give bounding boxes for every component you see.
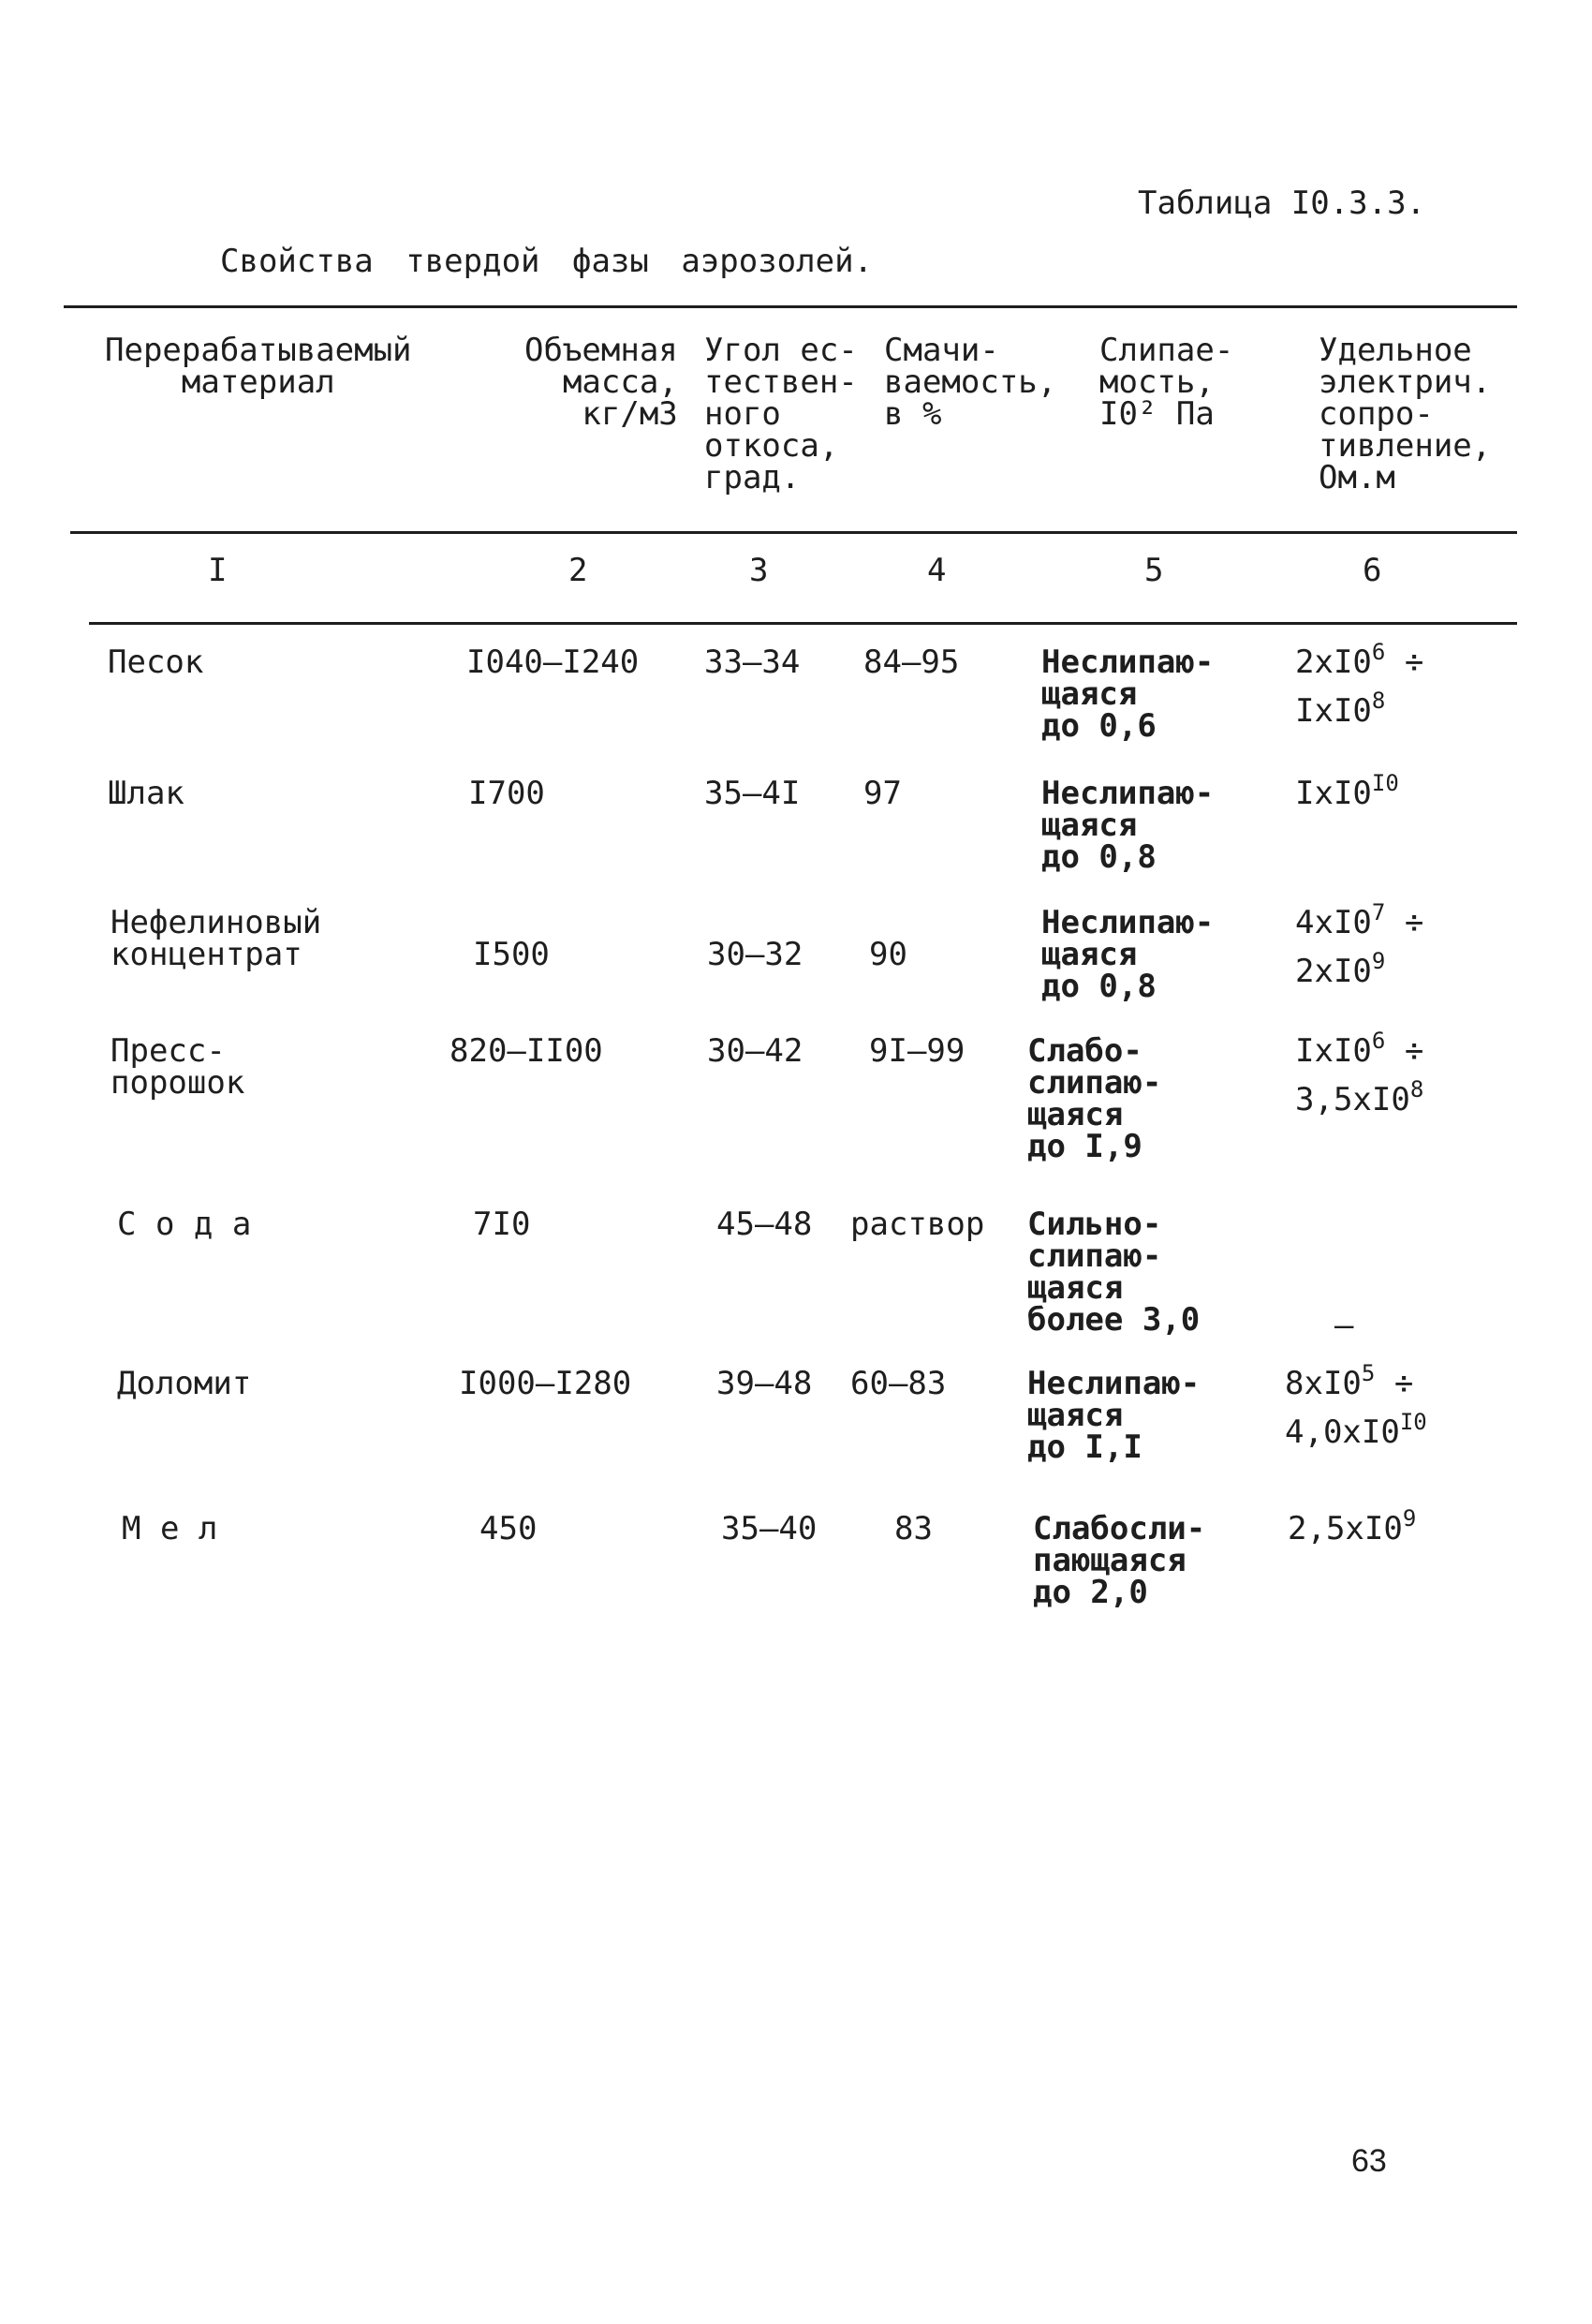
cell-resistivity [1295,639,1424,681]
cell-stickiness: Слабо- слипаю- щаяся до I,9 [1027,1032,1162,1165]
header-stickiness-text: Слипае- мость, I0² Па [1099,332,1234,433]
col-number-6: 6 [1363,552,1382,589]
resistivity-exponent: 8 [1409,1076,1424,1103]
cell-density: I040–I240 [466,644,640,681]
cell-material: Песок [108,644,204,681]
cell-density: I700 [468,775,545,812]
cell-wettability: 84–95 [863,644,960,681]
cell-wettability: 9I–99 [869,1032,966,1070]
cell-resistivity [1295,948,1386,990]
col-number-4: 4 [927,552,947,589]
cell-material: Шлак [108,775,184,812]
cell-stickiness: Неслипаю- щаяся до 0,8 [1041,775,1215,876]
cell-resistivity: – [1334,1307,1354,1344]
cell-stickiness: Сильно- слипаю- щаяся более 3,0 [1027,1206,1201,1339]
rule-header-bottom [70,531,1517,534]
resistivity-mantissa: 4,0xI0 [1285,1414,1400,1451]
col-number-1: I [208,552,228,589]
header-density: Объемная масса, кг/м3 [524,332,678,433]
cell-angle: 33–34 [704,644,801,681]
cell-wettability: 83 [894,1510,933,1547]
resistivity-exponent: 6 [1371,1028,1386,1054]
cell-resistivity [1285,1360,1414,1402]
cell-material: Нефелиновый концентрат [111,904,322,973]
cell-resistivity [1295,1076,1424,1118]
cell-resistivity [1295,770,1399,812]
header-angle: Угол ес- тествен- ного откоса, град. [704,332,858,496]
resistivity-mantissa: 2,5xI0 [1288,1510,1403,1547]
header-stickiness [1099,332,1234,433]
header-resistivity: Удельное электрич. сопро- тивление, Ом.м [1319,332,1492,496]
col-number-3: 3 [749,552,769,589]
resistivity-exponent: 9 [1402,1505,1417,1532]
cell-material: С о д а [117,1206,252,1243]
cell-stickiness: Неслипаю- щаяся до I,I [1027,1365,1201,1466]
cell-material: М е л [122,1510,218,1547]
resistivity-exponent: 5 [1361,1360,1376,1386]
cell-angle: 35–40 [721,1510,818,1547]
cell-angle: 35–4I [704,775,801,812]
col-number-5: 5 [1144,552,1164,589]
cell-stickiness: Слабосли- пающаяся до 2,0 [1033,1510,1206,1611]
header-material: Перерабатываемый материал [105,332,412,401]
cell-resistivity [1295,1028,1424,1070]
cell-resistivity [1295,899,1424,941]
cell-angle: 30–42 [707,1032,803,1070]
cell-material: Пресс- порошок [111,1032,245,1102]
cell-wettability: 60–83 [850,1365,947,1402]
cell-stickiness: Неслипаю- щаяся до 0,6 [1041,644,1215,745]
cell-angle: 45–48 [716,1206,813,1243]
table-title: Свойства твердой фазы аэрозолей. [220,243,874,280]
cell-wettability: раствор [850,1206,985,1243]
resistivity-suffix: ÷ [1385,1032,1424,1070]
resistivity-mantissa: IxI0 [1295,775,1372,812]
resistivity-exponent: 9 [1371,948,1386,974]
resistivity-exponent: I0 [1399,1409,1427,1435]
cell-density: 820–II00 [450,1032,603,1070]
cell-density: I000–I280 [459,1365,632,1402]
resistivity-suffix: ÷ [1385,644,1424,681]
resistivity-mantissa: 8xI0 [1285,1365,1362,1402]
resistivity-exponent: 8 [1371,688,1386,714]
cell-resistivity [1295,688,1386,730]
rule-top [64,305,1517,308]
resistivity-exponent: 6 [1371,639,1386,665]
resistivity-exponent: I0 [1371,770,1399,796]
cell-angle: 39–48 [716,1365,813,1402]
resistivity-mantissa: 3,5xI0 [1295,1081,1410,1118]
table-label: Таблица I0.3.3. [1138,185,1426,222]
resistivity-exponent: 7 [1371,899,1386,925]
cell-resistivity [1285,1409,1427,1451]
resistivity-mantissa: IxI0 [1295,692,1372,730]
resistivity-mantissa: 2xI0 [1295,644,1372,681]
cell-wettability: 90 [869,936,907,973]
resistivity-mantissa: 4xI0 [1295,904,1372,941]
cell-material: Доломит [117,1365,252,1402]
resistivity-mantissa: 2xI0 [1295,953,1372,990]
cell-stickiness: Неслипаю- щаяся до 0,8 [1041,904,1215,1005]
page-number: 63 [1351,2143,1387,2179]
cell-resistivity [1288,1505,1417,1547]
header-wettability: Смачи- ваемость, в % [884,332,1057,433]
rule-numbers-bottom [89,622,1517,625]
resistivity-mantissa: IxI0 [1295,1032,1372,1070]
cell-density: 7I0 [473,1206,531,1243]
cell-density: I500 [473,936,550,973]
resistivity-suffix: ÷ [1385,904,1424,941]
cell-density: 450 [479,1510,538,1547]
resistivity-suffix: ÷ [1375,1365,1414,1402]
cell-angle: 30–32 [707,936,803,973]
cell-wettability: 97 [863,775,902,812]
col-number-2: 2 [568,552,588,589]
